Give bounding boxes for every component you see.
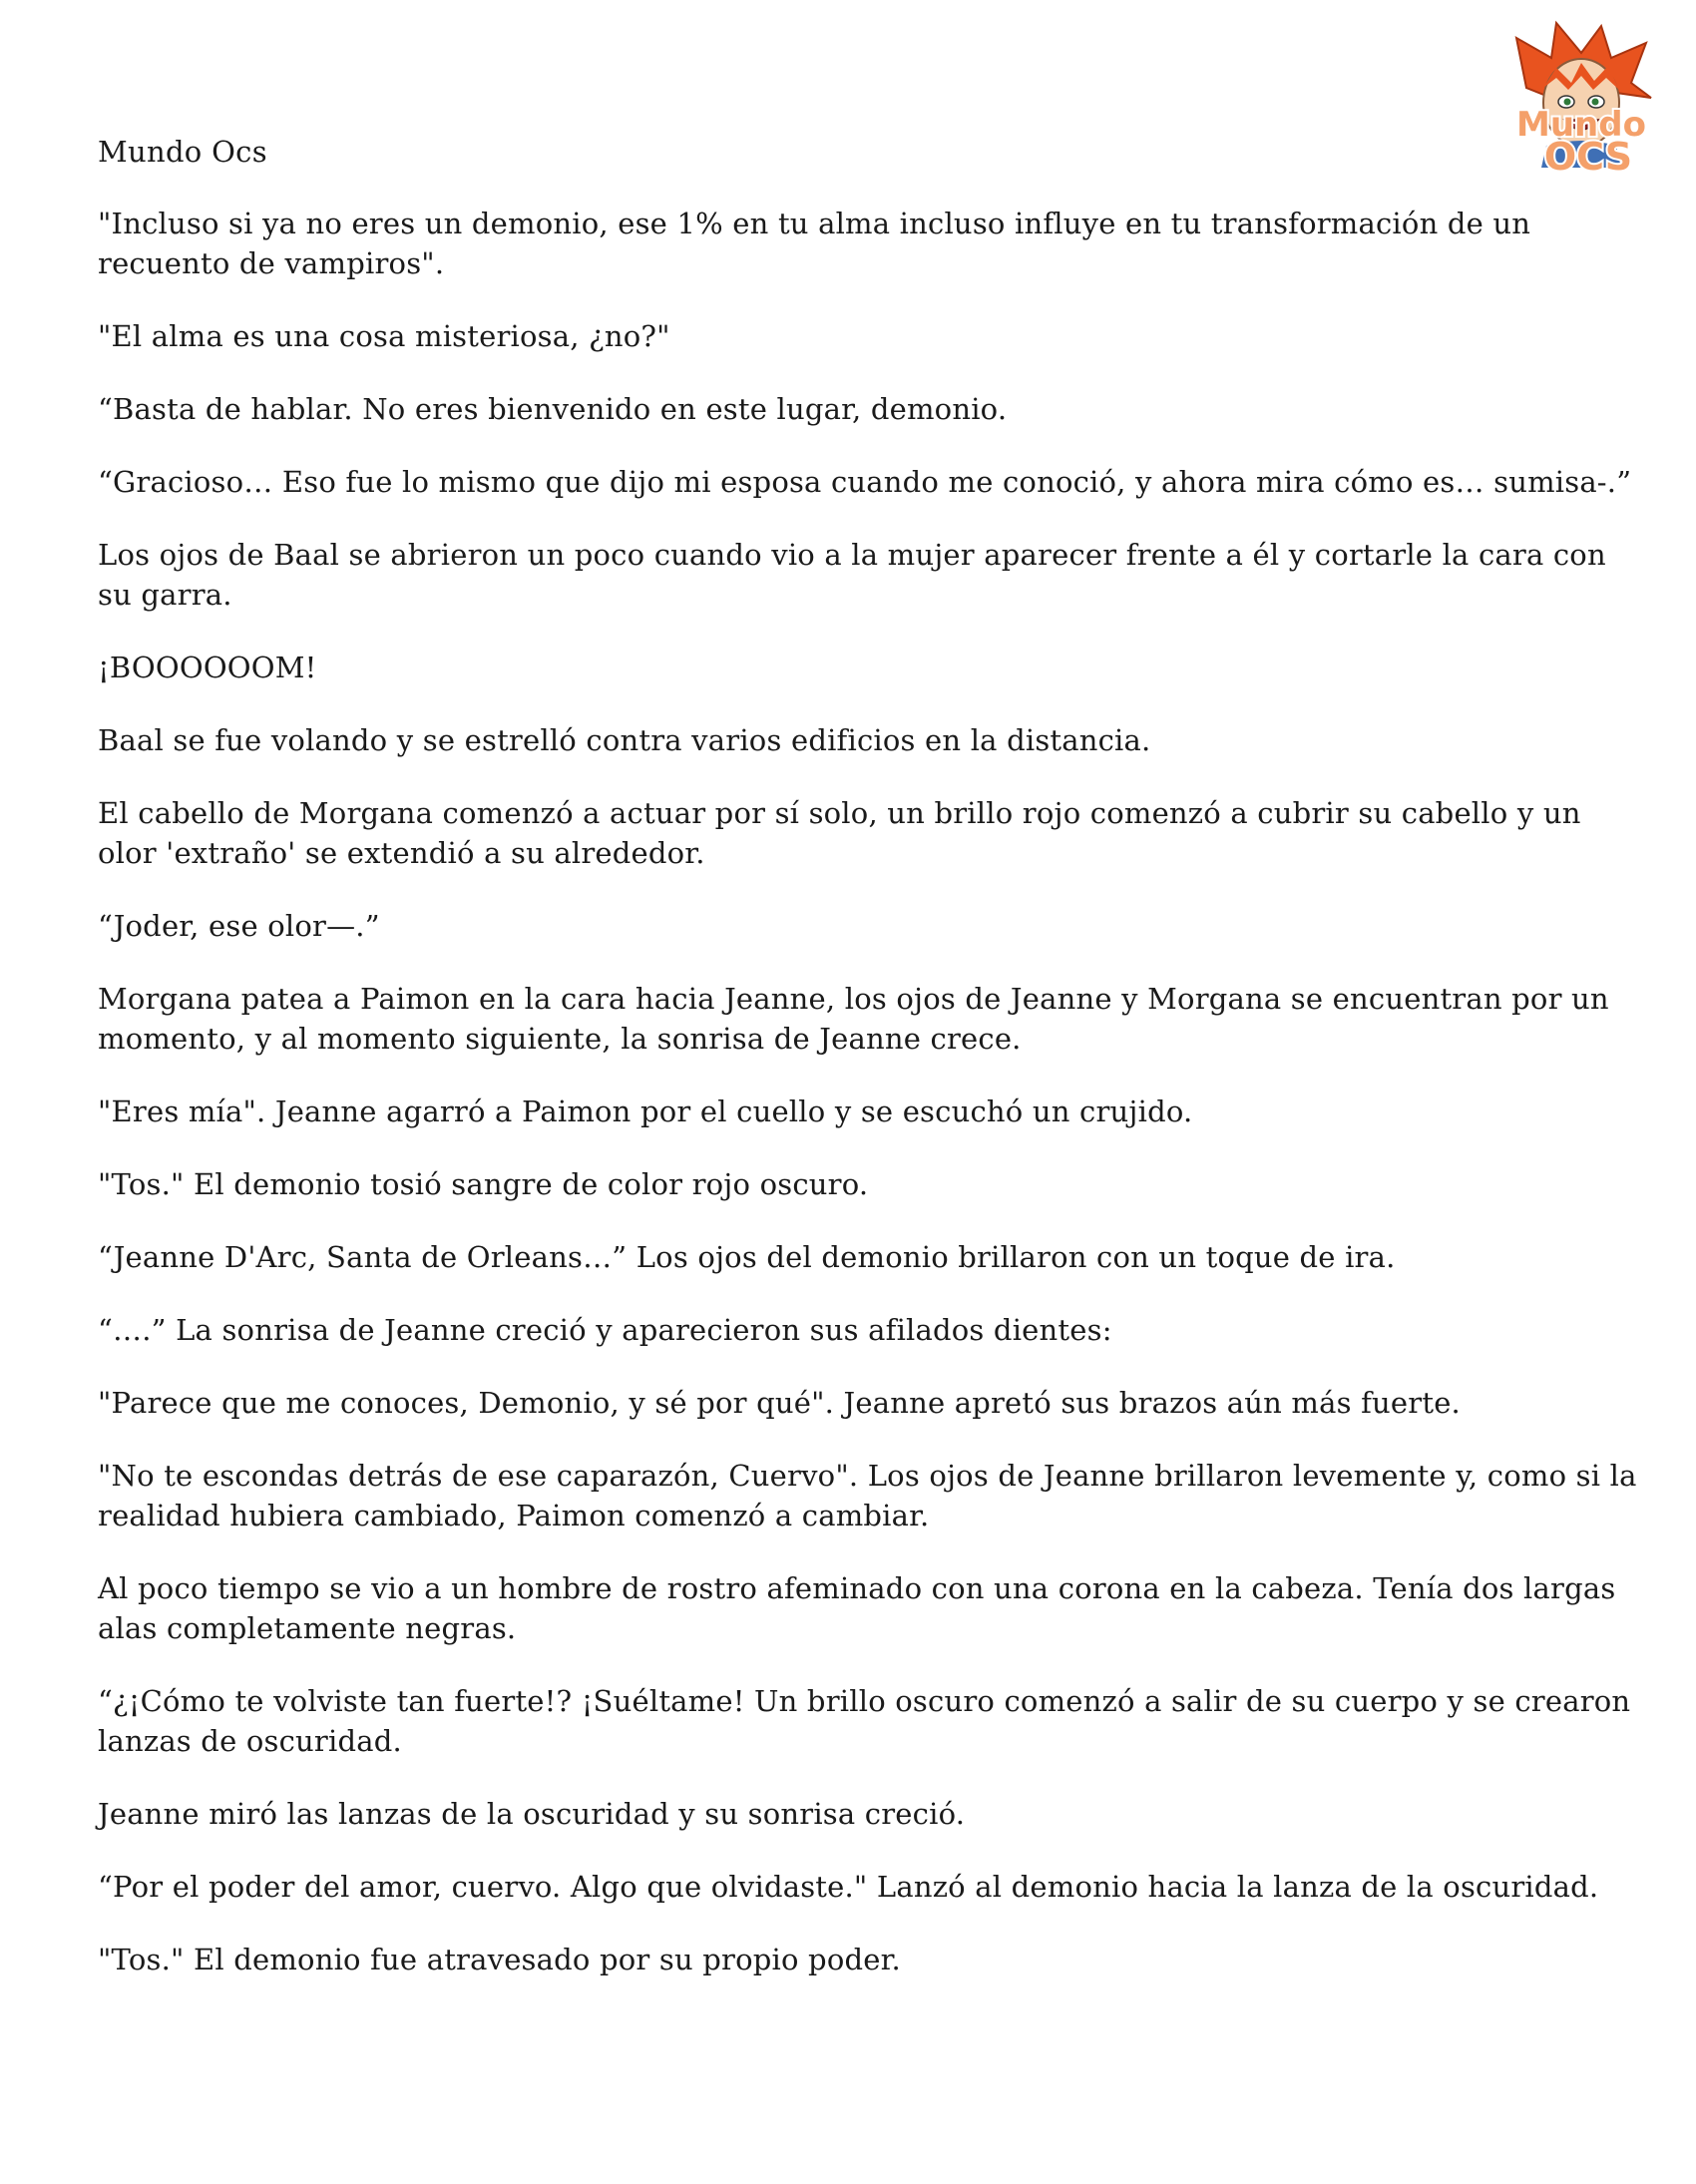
document-header: Mundo Ocs [98,135,267,169]
paragraph: Baal se fue volando y se estrelló contra varios edificios en la distancia. [98,723,1151,757]
document-body [98,204,1639,2012]
paragraph: “¿¡Cómo te volviste tan fuerte!? ¡Suéltame! Un brillo oscuro comenzó a salir de su cuerpo y se crearon lanzas de oscuridad. [98,1684,1631,1758]
paragraph: “Joder, ese olor—.” [98,909,380,943]
paragraph: "Incluso si ya no eres un demonio, ese 1% en tu alma incluso influye en tu transformación de un recuento de vampiros". [98,207,1531,280]
paragraph: "El alma es una cosa misteriosa, ¿no?" [98,319,670,353]
paragraph: “Gracioso… Eso fue lo mismo que dijo mi esposa cuando me conoció, y ahora mira cómo es… sumisa-.” [98,465,1632,499]
paragraph: "Eres mía". Jeanne agarró a Paimon por el cuello y se escuchó un crujido. [98,1094,1193,1128]
mundo-ocs-logo [1496,18,1666,188]
paragraph: “Por el poder del amor, cuervo. Algo que olvidaste." Lanzó al demonio hacia la lanza de la oscuridad. [98,1870,1599,1904]
logo-text-ocs: OCS [1543,135,1633,179]
paragraph: "Tos." El demonio tosió sangre de color rojo oscuro. [98,1167,869,1201]
paragraph: Morgana patea a Paimon en la cara hacia Jeanne, los ojos de Jeanne y Morgana se encuentran por un momento, y al momento siguiente, la sonrisa de Jeanne crece. [98,982,1609,1056]
paragraph: ¡BOOOOOOM! [98,651,317,684]
paragraph: El cabello de Morgana comenzó a actuar por sí solo, un brillo rojo comenzó a cubrir su cabello y un olor 'extraño' se extendió a su alrededor. [98,796,1581,870]
paragraph: Al poco tiempo se vio a un hombre de rostro afeminado con una corona en la cabeza. Tenía dos largas alas completamente negras. [98,1571,1616,1645]
paragraph: Los ojos de Baal se abrieron un poco cuando vio a la mujer aparecer frente a él y cortarle la cara con su garra. [98,538,1606,612]
paragraph: "No te escondas detrás de ese caparazón, Cuervo". Los ojos de Jeanne brillaron levemente y, como si la realidad hubiera cambiado, Paimon comenzó a cambiar. [98,1459,1637,1532]
paragraph: "Parece que me conoces, Demonio, y sé por qué". Jeanne apretó sus brazos aún más fuerte. [98,1386,1461,1420]
paragraph: "Tos." El demonio fue atravesado por su propio poder. [98,1943,901,1976]
paragraph: “….” La sonrisa de Jeanne creció y aparecieron sus afilados dientes: [98,1313,1112,1347]
paragraph: “Jeanne D'Arc, Santa de Orleans…” Los ojos del demonio brillaron con un toque de ira. [98,1240,1396,1274]
paragraph: “Basta de hablar. No eres bienvenido en este lugar, demonio. [98,392,1008,426]
logo-text-mundo: Mundo [1516,105,1646,145]
paragraph: Jeanne miró las lanzas de la oscuridad y su sonrisa creció. [98,1797,966,1831]
